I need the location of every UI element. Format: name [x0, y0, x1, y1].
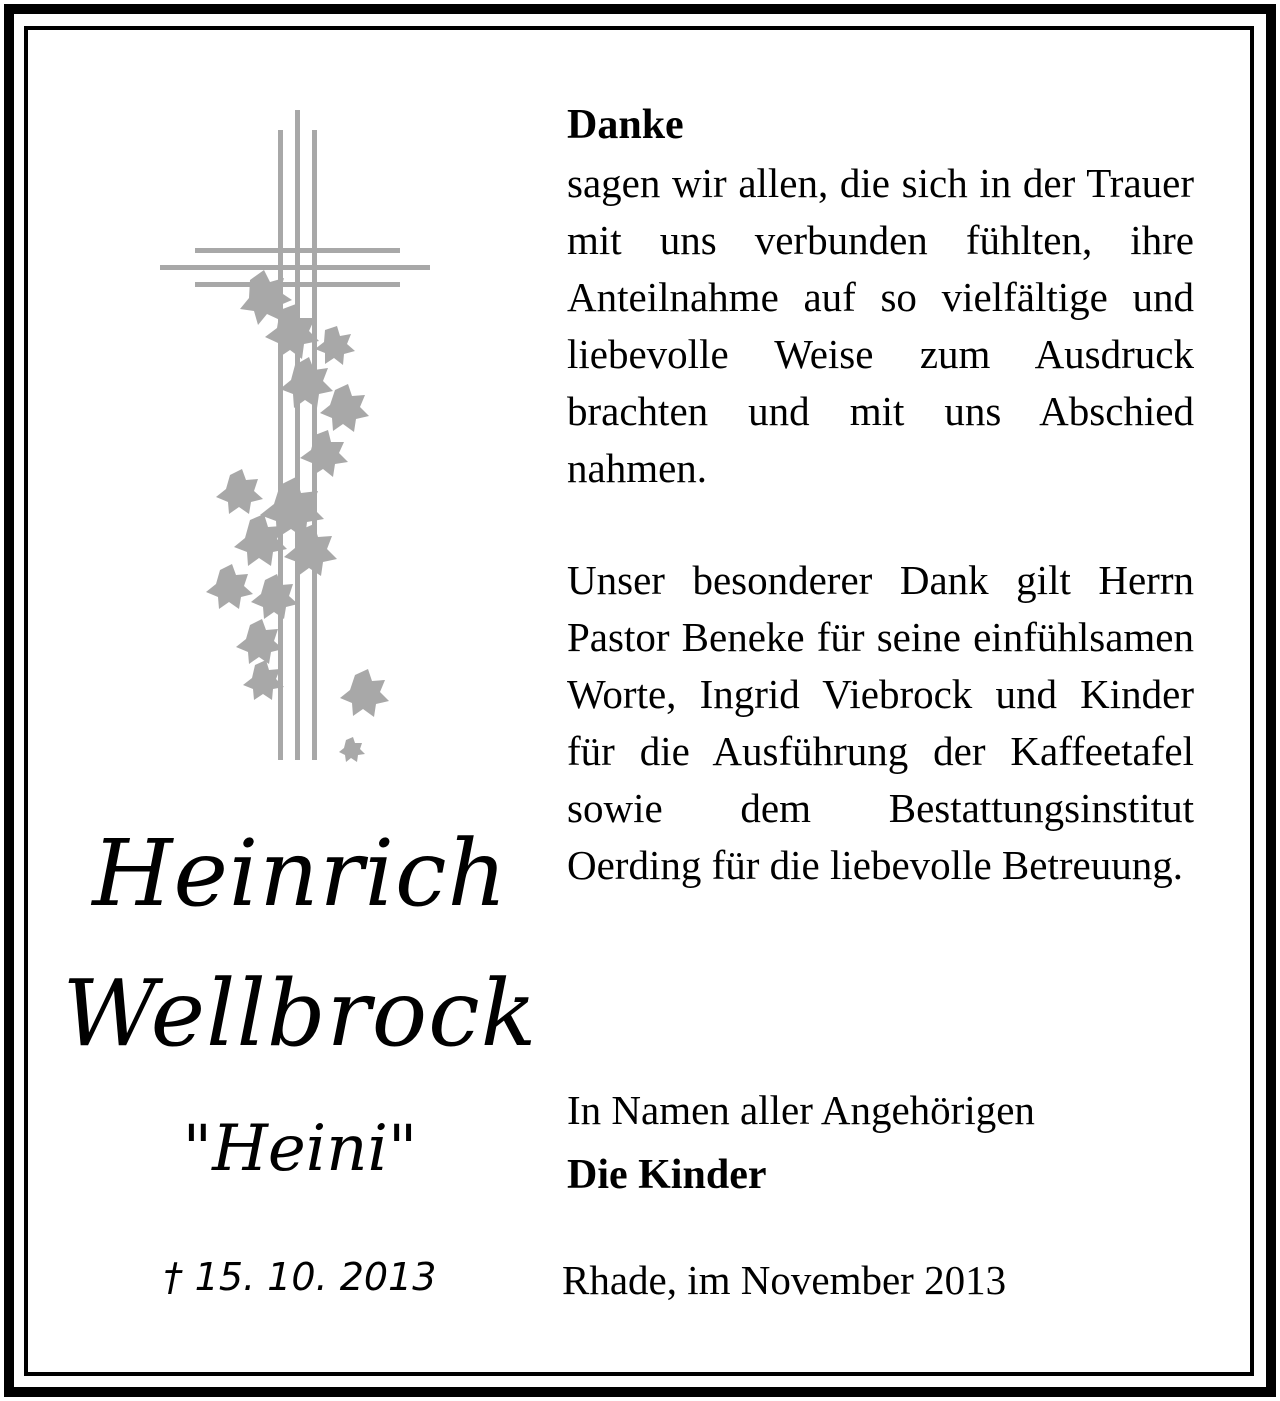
deceased-last-name: Wellbrock [62, 960, 538, 1067]
deceased-nickname: "Heini" [182, 1112, 418, 1186]
signature: Die Kinder [567, 1152, 767, 1198]
thanks-paragraph: sagen wir allen, die sich in der Trauer mit uns verbunden fühlten, ihre Anteilnahme auf so vielfältige und liebevolle Weise zum Ausdruck brachten und mit uns Abschied nahmen. [567, 160, 1194, 491]
cross-with-ivy-icon [150, 100, 440, 780]
closing-line: In Namen aller Angehörigen [567, 1087, 1035, 1133]
place-and-date: Rhade, im November 2013 [562, 1257, 1007, 1303]
deceased-first-name: Heinrich [92, 820, 508, 927]
death-date: † 15. 10. 2013 [163, 1255, 437, 1299]
notice-heading: Danke [567, 102, 684, 148]
special-thanks-paragraph: Unser besonderer Dank gilt Herrn Pastor Beneke für seine einfühlsamen Worte, Ingrid Viebrock und Kinder für die Ausführung der Kaffeetafel sowie dem Bestattungsinstitut Oerding für die liebevolle Betreuung. [567, 557, 1194, 888]
